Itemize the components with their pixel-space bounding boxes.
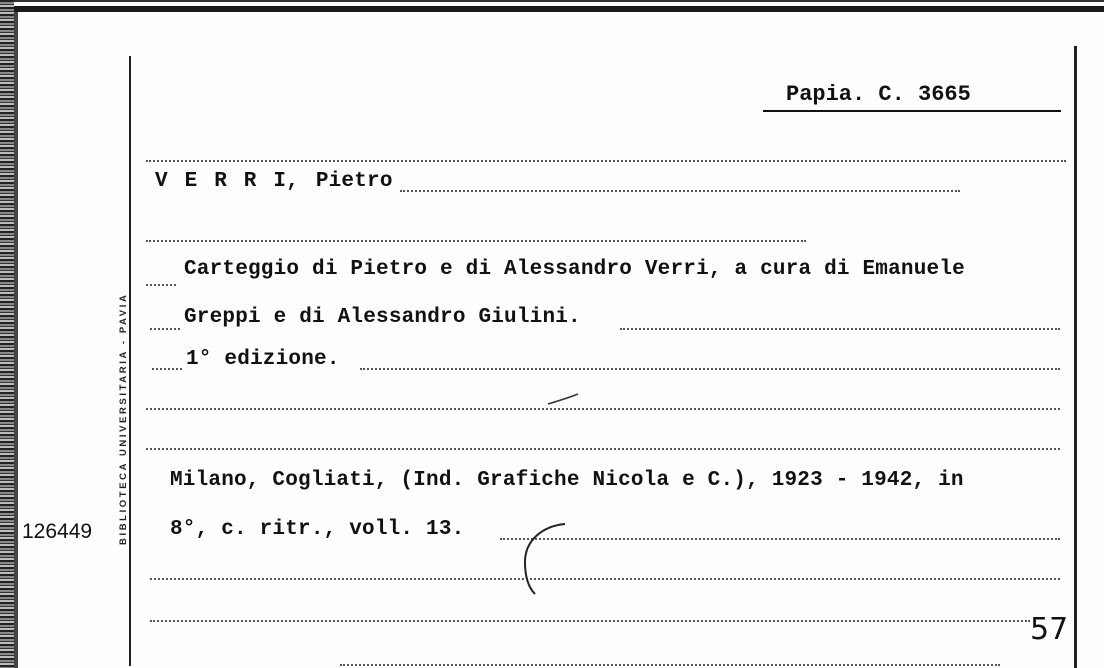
- guide-line: [400, 190, 960, 192]
- author-heading: V E R R I, Pietro: [155, 170, 393, 193]
- guide-line: [150, 328, 180, 330]
- guide-line: [146, 240, 806, 242]
- card-left-edge: [0, 0, 14, 668]
- guide-line: [340, 664, 1000, 666]
- handwritten-number: 57: [1030, 612, 1069, 647]
- handwritten-bracket-mark: [515, 520, 575, 600]
- guide-line: [152, 368, 182, 370]
- guide-line: [146, 160, 1066, 162]
- imprint-line-2: 8°, c. ritr., voll. 13.: [170, 518, 465, 541]
- card-top-edge-thin: [0, 0, 1104, 2]
- shelfmark-underline: [763, 110, 1061, 112]
- guide-line: [360, 368, 1060, 370]
- guide-line: [146, 448, 1060, 450]
- right-rule: [1074, 46, 1077, 668]
- guide-line: [500, 538, 1060, 540]
- shelfmark: Papia. C. 3665: [786, 82, 971, 107]
- title-line-1: Carteggio di Pietro e di Alessandro Verri, a cura di Emanuele: [184, 258, 965, 281]
- pencil-tick-mark: [546, 392, 580, 406]
- margin-rule: [129, 56, 131, 666]
- title-line-2: Greppi e di Alessandro Giulini.: [184, 306, 581, 329]
- guide-line: [620, 328, 1060, 330]
- card-left-border: [14, 12, 18, 668]
- guide-line: [150, 578, 1060, 580]
- edition-statement: 1° edizione.: [186, 348, 340, 371]
- inventory-number: 126449: [22, 520, 93, 543]
- guide-line: [146, 284, 176, 286]
- imprint-line-1: Milano, Cogliati, (Ind. Grafiche Nicola e C.), 1923 - 1942, in: [170, 469, 964, 492]
- card-top-edge: [0, 6, 1104, 12]
- library-stamp: BIBLIOTECA UNIVERSITARIA - PAVIA: [118, 292, 129, 545]
- guide-line: [150, 620, 1030, 622]
- guide-line: [146, 408, 1060, 410]
